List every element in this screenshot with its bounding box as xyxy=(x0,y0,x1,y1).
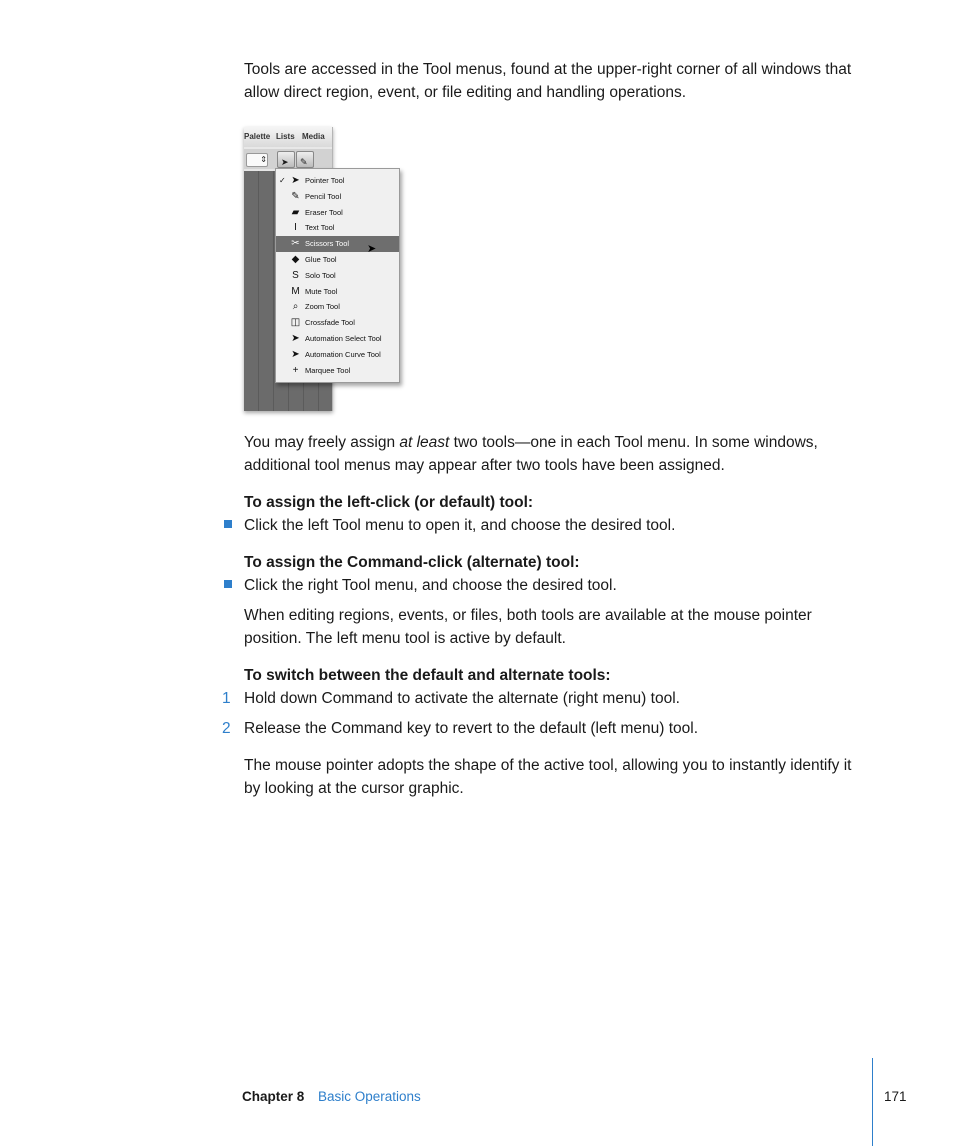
tool-menu-item[interactable] xyxy=(276,363,399,379)
intro-paragraph: Tools are accessed in the Tool menus, found at the upper-right corner of all windows that allow direct region, event, or file editing and handling operations. xyxy=(244,61,852,101)
crossfade-icon: ◫ xyxy=(290,317,301,329)
step-text: Hold down Command to activate the alternate (right menu) tool. xyxy=(244,690,680,707)
tool-menu-item-label: Pointer Tool xyxy=(305,176,345,185)
page-number: 171 xyxy=(884,1089,907,1104)
tool-menu-item-label: Pencil Tool xyxy=(305,191,342,201)
pointer-icon: ➤ xyxy=(281,157,289,167)
tool-menu-item-label: Crossfade Tool xyxy=(305,318,355,328)
editing-note-paragraph: When editing regions, events, or files, both tools are available at the mouse pointer position. The left menu tool is active by default. xyxy=(244,607,812,647)
heading-left-click: To assign the left-click (or default) tool: xyxy=(244,494,534,511)
tool-menu-item[interactable] xyxy=(276,331,399,347)
bullet-marker xyxy=(224,520,232,528)
solo-icon: S xyxy=(292,269,299,281)
tool-menu-item-label: Marquee Tool xyxy=(305,365,351,375)
tool-menu-item[interactable] xyxy=(276,252,399,268)
tool-menu-item[interactable] xyxy=(276,236,399,252)
footer-chapter: Chapter 8 xyxy=(242,1089,305,1104)
assign-paragraph xyxy=(244,431,864,477)
heading-command-click: To assign the Command-click (alternate) tool: xyxy=(244,554,580,571)
footer-divider xyxy=(872,1058,873,1146)
heading-switch-tools: To switch between the default and alternate tools: xyxy=(244,667,611,684)
popup-select: ⇕ xyxy=(246,153,268,167)
step-number: 2 xyxy=(222,720,231,737)
tool-menu-item-label: Glue Tool xyxy=(305,255,337,264)
tool-menu-item-label: Text Tool xyxy=(305,223,335,233)
pointer-icon: ➤ xyxy=(291,175,300,186)
tool-menu-item-label: Solo Tool xyxy=(305,270,336,280)
step-number: 1 xyxy=(222,690,231,707)
pencil-icon: ✎ xyxy=(300,157,308,167)
step-text: Release the Command key to revert to the default (left menu) tool. xyxy=(244,720,699,737)
right-tool-menu-button xyxy=(296,151,314,168)
tool-menu-item[interactable] xyxy=(276,315,399,331)
assign-text-start: You may freely assign xyxy=(244,434,400,451)
tool-menu-item[interactable] xyxy=(276,299,399,315)
menubar-item-media: Media xyxy=(302,132,325,141)
bullet-left-click: Click the left Tool menu to open it, and choose the desired tool. xyxy=(244,517,676,534)
tool-menu-item-label: Mute Tool xyxy=(305,286,338,296)
tool-menu-item[interactable] xyxy=(276,284,399,300)
bullet-marker xyxy=(224,580,232,588)
tool-menu-item[interactable] xyxy=(276,189,399,205)
tool-menu-item[interactable] xyxy=(276,268,399,284)
assign-emphasis: at least xyxy=(399,434,450,451)
menubar-item-palette: Palette xyxy=(244,132,271,141)
tool-menu-item[interactable] xyxy=(276,173,399,189)
mouse-cursor-icon: ➤ xyxy=(367,243,377,255)
eraser-icon: ▰ xyxy=(291,206,300,218)
checkmark-icon: ✓ xyxy=(279,176,286,185)
menubar-item-lists: Lists xyxy=(276,132,295,141)
tool-menu-item-label: Scissors Tool xyxy=(305,239,350,249)
tool-menu-item-label: Zoom Tool xyxy=(305,302,340,312)
tool-menu-item-label: Automation Curve Tool xyxy=(305,349,381,359)
tool-menu-item[interactable] xyxy=(276,205,399,221)
automation-select-icon: ➤ xyxy=(291,333,300,344)
tool-menu xyxy=(275,168,400,383)
assign-text-end: two tools—one in each Tool menu. In some windows, additional tool menus may appear after two tools have been assigned. xyxy=(244,434,818,474)
mute-icon: M xyxy=(291,285,300,297)
left-tool-menu-button xyxy=(277,151,295,168)
scissors-icon: ✂ xyxy=(291,238,300,250)
closing-paragraph: The mouse pointer adopts the shape of the active tool, allowing you to instantly identify it by looking at the cursor graphic. xyxy=(244,757,852,797)
automation-curve-icon: ➤ xyxy=(291,348,300,360)
bullet-command-click: Click the right Tool menu, and choose the desired tool. xyxy=(244,577,617,594)
tool-menu-item[interactable] xyxy=(276,347,399,363)
tool-menu-item-label: Automation Select Tool xyxy=(305,334,382,343)
tool-menu-item[interactable] xyxy=(276,220,399,236)
tool-menu-item-label: Eraser Tool xyxy=(305,207,343,217)
glue-icon: ◆ xyxy=(291,254,300,265)
zoom-icon: ⌕ xyxy=(292,301,299,313)
text-cursor-icon: I xyxy=(294,222,297,234)
marquee-icon: + xyxy=(292,364,299,376)
window-menubar xyxy=(244,127,332,147)
footer-chapter-title: Basic Operations xyxy=(318,1089,421,1104)
tool-menu-screenshot xyxy=(244,127,400,413)
pencil-icon: ✎ xyxy=(291,190,300,202)
